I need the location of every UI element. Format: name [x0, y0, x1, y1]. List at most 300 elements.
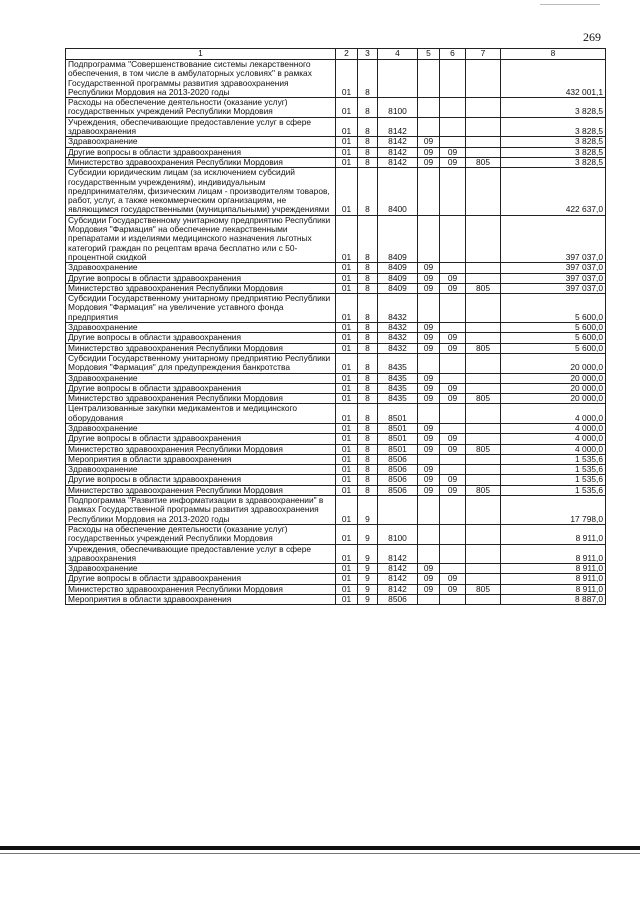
code-program: 01 — [336, 263, 358, 273]
code-program: 01 — [336, 444, 358, 454]
code-subsection: 09 — [440, 485, 466, 495]
table-row — [66, 343, 606, 353]
row-name: Учреждения, обеспечивающие предоставление услуг в сфере здравоохранения — [66, 117, 336, 137]
table-row — [66, 283, 606, 293]
code-direction: 8142 — [378, 157, 418, 167]
code-subsection: 09 — [440, 383, 466, 393]
code-recipient — [466, 595, 501, 605]
row-name: Министерство здравоохранения Республики Мордовия — [66, 394, 336, 404]
code-direction: 8400 — [378, 168, 418, 215]
code-direction: 8501 — [378, 404, 418, 424]
table-row — [66, 496, 606, 525]
code-recipient — [466, 496, 501, 525]
table-row — [66, 333, 606, 343]
code-subprogram: 8 — [358, 273, 378, 283]
row-name: Здравоохранение — [66, 137, 336, 147]
code-direction: 8506 — [378, 465, 418, 475]
code-section: 09 — [418, 485, 440, 495]
row-amount: 8 911,0 — [501, 574, 606, 584]
row-amount: 422 637,0 — [501, 168, 606, 215]
table-row — [66, 584, 606, 594]
table-row — [66, 215, 606, 262]
code-program: 01 — [336, 574, 358, 584]
code-direction: 8506 — [378, 485, 418, 495]
row-amount: 17 798,0 — [501, 496, 606, 525]
row-amount: 3 828,5 — [501, 98, 606, 118]
code-subsection — [440, 168, 466, 215]
code-direction: 8142 — [378, 544, 418, 564]
code-subprogram: 8 — [358, 157, 378, 167]
code-section: 09 — [418, 263, 440, 273]
row-amount: 3 828,5 — [501, 147, 606, 157]
row-amount: 8 911,0 — [501, 544, 606, 564]
table-row — [66, 434, 606, 444]
code-program: 01 — [336, 595, 358, 605]
row-name: Субсидии Государственному унитарному предприятию Республики Мордовия "Фармация" на обеспечение лекарственными препаратами и изделиями медицинского назначения льготных категорий граждан по рецептам врача бесплатно или с 50-процентной скидкой — [66, 215, 336, 262]
row-amount: 432 001,1 — [501, 60, 606, 98]
code-section — [418, 404, 440, 424]
code-recipient — [466, 404, 501, 424]
row-name: Здравоохранение — [66, 373, 336, 383]
code-subprogram: 8 — [358, 117, 378, 137]
code-section: 09 — [418, 465, 440, 475]
code-direction: 8435 — [378, 373, 418, 383]
code-direction — [378, 496, 418, 525]
code-recipient — [466, 294, 501, 323]
code-recipient — [466, 564, 501, 574]
code-subprogram: 8 — [358, 343, 378, 353]
row-amount: 5 600,0 — [501, 343, 606, 353]
code-program: 01 — [336, 564, 358, 574]
row-amount: 1 535,6 — [501, 485, 606, 495]
row-amount: 3 828,5 — [501, 117, 606, 137]
code-recipient: 805 — [466, 584, 501, 594]
code-recipient — [466, 475, 501, 485]
row-name: Министерство здравоохранения Республики Мордовия — [66, 584, 336, 594]
row-name: Расходы на обеспечение деятельности (оказание услуг) государственных учреждений Республики Мордовия — [66, 524, 336, 544]
row-amount: 4 000,0 — [501, 444, 606, 454]
code-recipient: 805 — [466, 343, 501, 353]
code-program: 01 — [336, 584, 358, 594]
code-subprogram: 8 — [358, 147, 378, 157]
header-cell: 2 — [336, 49, 358, 60]
row-amount: 8 911,0 — [501, 584, 606, 594]
code-section: 09 — [418, 574, 440, 584]
code-program: 01 — [336, 475, 358, 485]
code-recipient — [466, 353, 501, 373]
code-subsection — [440, 263, 466, 273]
code-subprogram: 8 — [358, 434, 378, 444]
code-direction: 8501 — [378, 444, 418, 454]
code-program: 01 — [336, 137, 358, 147]
code-direction: 8432 — [378, 323, 418, 333]
code-section — [418, 294, 440, 323]
code-subprogram: 8 — [358, 333, 378, 343]
code-direction — [378, 60, 418, 98]
code-direction: 8409 — [378, 273, 418, 283]
code-section: 09 — [418, 383, 440, 393]
code-subprogram: 8 — [358, 263, 378, 273]
code-recipient — [466, 263, 501, 273]
table-row — [66, 465, 606, 475]
code-section — [418, 454, 440, 464]
code-section: 09 — [418, 323, 440, 333]
code-program: 01 — [336, 496, 358, 525]
code-recipient — [466, 215, 501, 262]
code-subprogram: 8 — [358, 444, 378, 454]
code-recipient — [466, 60, 501, 98]
row-name: Учреждения, обеспечивающие предоставление услуг в сфере здравоохранения — [66, 544, 336, 564]
code-recipient: 805 — [466, 157, 501, 167]
code-direction: 8142 — [378, 584, 418, 594]
header-cell: 5 — [418, 49, 440, 60]
code-program: 01 — [336, 157, 358, 167]
code-subsection: 09 — [440, 434, 466, 444]
code-subsection — [440, 137, 466, 147]
code-recipient — [466, 98, 501, 118]
row-name: Мероприятия в области здравоохранения — [66, 595, 336, 605]
code-direction: 8100 — [378, 524, 418, 544]
code-section — [418, 353, 440, 373]
code-subprogram: 9 — [358, 564, 378, 574]
row-name: Расходы на обеспечение деятельности (оказание услуг) государственных учреждений Республики Мордовия — [66, 98, 336, 118]
code-direction: 8409 — [378, 283, 418, 293]
row-name: Здравоохранение — [66, 263, 336, 273]
code-recipient — [466, 524, 501, 544]
table-row — [66, 147, 606, 157]
table-row — [66, 595, 606, 605]
row-amount: 8 911,0 — [501, 524, 606, 544]
table-row — [66, 454, 606, 464]
code-recipient — [466, 574, 501, 584]
code-program: 01 — [336, 394, 358, 404]
code-section — [418, 215, 440, 262]
table-row — [66, 98, 606, 118]
row-amount: 20 000,0 — [501, 383, 606, 393]
code-direction: 8142 — [378, 137, 418, 147]
table-row — [66, 394, 606, 404]
row-amount: 4 000,0 — [501, 404, 606, 424]
code-program: 01 — [336, 333, 358, 343]
code-section: 09 — [418, 434, 440, 444]
code-subprogram: 8 — [358, 60, 378, 98]
code-section — [418, 168, 440, 215]
code-recipient — [466, 454, 501, 464]
code-subsection — [440, 117, 466, 137]
code-program: 01 — [336, 465, 358, 475]
code-direction: 8506 — [378, 454, 418, 464]
row-amount: 5 600,0 — [501, 294, 606, 323]
code-program: 01 — [336, 544, 358, 564]
code-subsection: 09 — [440, 574, 466, 584]
code-recipient — [466, 423, 501, 433]
code-section: 09 — [418, 394, 440, 404]
code-program: 01 — [336, 343, 358, 353]
header-cell: 6 — [440, 49, 466, 60]
code-subsection — [440, 60, 466, 98]
code-recipient: 805 — [466, 394, 501, 404]
header-cell: 7 — [466, 49, 501, 60]
code-subsection: 09 — [440, 283, 466, 293]
code-subprogram: 8 — [358, 137, 378, 147]
row-amount: 397 037,0 — [501, 215, 606, 262]
code-subprogram: 8 — [358, 323, 378, 333]
code-recipient: 805 — [466, 283, 501, 293]
row-name: Мероприятия в области здравоохранения — [66, 454, 336, 464]
row-name: Здравоохранение — [66, 465, 336, 475]
row-name: Субсидии Государственному унитарному предприятию Республики Мордовия "Фармация" для предупреждения банкротства — [66, 353, 336, 373]
row-amount: 1 535,6 — [501, 475, 606, 485]
row-name: Министерство здравоохранения Республики Мордовия — [66, 485, 336, 495]
code-recipient — [466, 323, 501, 333]
table-row — [66, 404, 606, 424]
code-section — [418, 595, 440, 605]
code-direction: 8432 — [378, 294, 418, 323]
code-section: 09 — [418, 333, 440, 343]
row-amount: 20 000,0 — [501, 373, 606, 383]
scan-top-mark — [540, 4, 600, 5]
code-section: 09 — [418, 157, 440, 167]
row-amount: 5 600,0 — [501, 333, 606, 343]
code-direction: 8432 — [378, 333, 418, 343]
code-recipient — [466, 117, 501, 137]
row-name: Другие вопросы в области здравоохранения — [66, 475, 336, 485]
code-program: 01 — [336, 294, 358, 323]
code-direction: 8435 — [378, 383, 418, 393]
code-program: 01 — [336, 98, 358, 118]
scan-bottom-border-thin — [0, 853, 640, 854]
row-amount: 397 037,0 — [501, 263, 606, 273]
code-subsection: 09 — [440, 273, 466, 283]
row-amount: 8 911,0 — [501, 564, 606, 574]
code-program: 01 — [336, 373, 358, 383]
code-program: 01 — [336, 434, 358, 444]
code-recipient — [466, 137, 501, 147]
code-direction: 8435 — [378, 394, 418, 404]
code-subsection — [440, 496, 466, 525]
code-direction: 8501 — [378, 423, 418, 433]
table-row — [66, 444, 606, 454]
code-program: 01 — [336, 168, 358, 215]
code-section: 09 — [418, 343, 440, 353]
table-row — [66, 574, 606, 584]
code-section — [418, 60, 440, 98]
code-program: 01 — [336, 423, 358, 433]
code-subsection — [440, 564, 466, 574]
table-row — [66, 137, 606, 147]
code-subsection — [440, 544, 466, 564]
code-subsection: 09 — [440, 343, 466, 353]
code-program: 01 — [336, 147, 358, 157]
budget-table — [65, 48, 606, 605]
row-name: Министерство здравоохранения Республики Мордовия — [66, 283, 336, 293]
row-name: Субсидии Государственному унитарному предприятию Республики Мордовия "Фармация" на увеличение уставного фонда предприятия — [66, 294, 336, 323]
code-subprogram: 8 — [358, 404, 378, 424]
table-row — [66, 524, 606, 544]
code-recipient — [466, 273, 501, 283]
row-name: Министерство здравоохранения Республики Мордовия — [66, 343, 336, 353]
code-subsection: 09 — [440, 444, 466, 454]
table-row — [66, 353, 606, 373]
code-program: 01 — [336, 60, 358, 98]
table-row — [66, 383, 606, 393]
table-row — [66, 168, 606, 215]
row-amount: 397 037,0 — [501, 273, 606, 283]
code-section: 09 — [418, 444, 440, 454]
row-name: Другие вопросы в области здравоохранения — [66, 574, 336, 584]
table-row — [66, 475, 606, 485]
code-direction: 8409 — [378, 215, 418, 262]
code-section: 09 — [418, 584, 440, 594]
header-cell: 4 — [378, 49, 418, 60]
row-name: Здравоохранение — [66, 323, 336, 333]
row-amount: 20 000,0 — [501, 353, 606, 373]
code-section: 09 — [418, 475, 440, 485]
code-section: 09 — [418, 283, 440, 293]
code-subprogram: 8 — [358, 485, 378, 495]
code-subprogram: 8 — [358, 423, 378, 433]
table-row — [66, 157, 606, 167]
row-name: Министерство здравоохранения Республики Мордовия — [66, 157, 336, 167]
code-direction: 8435 — [378, 353, 418, 373]
row-name: Другие вопросы в области здравоохранения — [66, 333, 336, 343]
table-row — [66, 423, 606, 433]
code-section: 09 — [418, 564, 440, 574]
code-subprogram: 8 — [358, 383, 378, 393]
code-recipient — [466, 168, 501, 215]
table-row — [66, 323, 606, 333]
code-subprogram: 9 — [358, 584, 378, 594]
code-subprogram: 8 — [358, 475, 378, 485]
code-section — [418, 524, 440, 544]
code-direction: 8409 — [378, 263, 418, 273]
code-recipient — [466, 373, 501, 383]
code-subsection — [440, 595, 466, 605]
row-amount: 4 000,0 — [501, 434, 606, 444]
header-cell: 8 — [501, 49, 606, 60]
code-subsection — [440, 524, 466, 544]
code-subsection — [440, 294, 466, 323]
code-subprogram: 8 — [358, 294, 378, 323]
row-name: Централизованные закупки медикаментов и медицинского оборудования — [66, 404, 336, 424]
code-subprogram: 9 — [358, 524, 378, 544]
code-subprogram: 9 — [358, 544, 378, 564]
code-subprogram: 8 — [358, 353, 378, 373]
code-subsection — [440, 454, 466, 464]
row-name: Другие вопросы в области здравоохранения — [66, 383, 336, 393]
code-program: 01 — [336, 215, 358, 262]
table-row — [66, 273, 606, 283]
code-program: 01 — [336, 383, 358, 393]
table-row — [66, 485, 606, 495]
code-direction: 8100 — [378, 98, 418, 118]
row-name: Подпрограмма "Развитие информатизации в здравоохранении" в рамках Государственной программы развития здравоохранения Республики Мордовия на 2013-2020 годы — [66, 496, 336, 525]
code-section — [418, 98, 440, 118]
code-subsection — [440, 323, 466, 333]
row-name: Другие вопросы в области здравоохранения — [66, 273, 336, 283]
code-program: 01 — [336, 524, 358, 544]
row-name: Здравоохранение — [66, 423, 336, 433]
table-row — [66, 544, 606, 564]
code-subsection: 09 — [440, 394, 466, 404]
code-subsection — [440, 215, 466, 262]
code-section — [418, 496, 440, 525]
row-amount: 1 535,6 — [501, 465, 606, 475]
code-direction: 8142 — [378, 147, 418, 157]
code-section: 09 — [418, 273, 440, 283]
code-program: 01 — [336, 283, 358, 293]
row-amount: 4 000,0 — [501, 423, 606, 433]
code-program: 01 — [336, 323, 358, 333]
code-subsection — [440, 373, 466, 383]
code-subprogram: 8 — [358, 373, 378, 383]
code-recipient — [466, 383, 501, 393]
code-recipient — [466, 333, 501, 343]
scan-bottom-border — [0, 846, 640, 850]
code-subprogram: 8 — [358, 283, 378, 293]
code-subsection — [440, 404, 466, 424]
page-number: 269 — [583, 30, 601, 44]
code-subsection: 09 — [440, 475, 466, 485]
code-section: 09 — [418, 423, 440, 433]
code-direction: 8506 — [378, 595, 418, 605]
code-recipient: 805 — [466, 444, 501, 454]
code-section — [418, 117, 440, 137]
code-direction: 8142 — [378, 117, 418, 137]
code-subsection: 09 — [440, 333, 466, 343]
row-name: Субсидии юридическим лицам (за исключением субсидий государственным учреждениям), индивидуальным предпринимателям, физическим лицам - производителям товаров, работ, услуг, а также некоммерческим организациям, не являющимся государственными (муниципальными) учреждениями — [66, 168, 336, 215]
code-subprogram: 8 — [358, 215, 378, 262]
code-subsection: 09 — [440, 584, 466, 594]
row-amount: 3 828,5 — [501, 137, 606, 147]
code-recipient: 805 — [466, 485, 501, 495]
table-row — [66, 294, 606, 323]
row-name: Другие вопросы в области здравоохранения — [66, 434, 336, 444]
table-row — [66, 117, 606, 137]
table-header-row — [66, 49, 606, 60]
code-program: 01 — [336, 485, 358, 495]
code-program: 01 — [336, 117, 358, 137]
code-program: 01 — [336, 404, 358, 424]
row-amount: 397 037,0 — [501, 283, 606, 293]
code-subsection — [440, 98, 466, 118]
table-row — [66, 60, 606, 98]
code-subsection — [440, 423, 466, 433]
code-subsection: 09 — [440, 157, 466, 167]
code-section: 09 — [418, 373, 440, 383]
row-amount: 8 887,0 — [501, 595, 606, 605]
code-recipient — [466, 465, 501, 475]
row-amount: 3 828,5 — [501, 157, 606, 167]
code-subprogram: 9 — [358, 496, 378, 525]
code-subprogram: 8 — [358, 465, 378, 475]
code-recipient — [466, 544, 501, 564]
code-section — [418, 544, 440, 564]
table-row — [66, 564, 606, 574]
code-subprogram: 8 — [358, 394, 378, 404]
code-direction: 8506 — [378, 475, 418, 485]
code-program: 01 — [336, 454, 358, 464]
code-subsection: 09 — [440, 147, 466, 157]
code-direction: 8432 — [378, 343, 418, 353]
code-direction: 8142 — [378, 564, 418, 574]
row-name: Министерство здравоохранения Республики Мордовия — [66, 444, 336, 454]
header-cell: 1 — [66, 49, 336, 60]
code-recipient — [466, 147, 501, 157]
row-amount: 5 600,0 — [501, 323, 606, 333]
row-amount: 1 535,6 — [501, 454, 606, 464]
code-subprogram: 9 — [358, 595, 378, 605]
